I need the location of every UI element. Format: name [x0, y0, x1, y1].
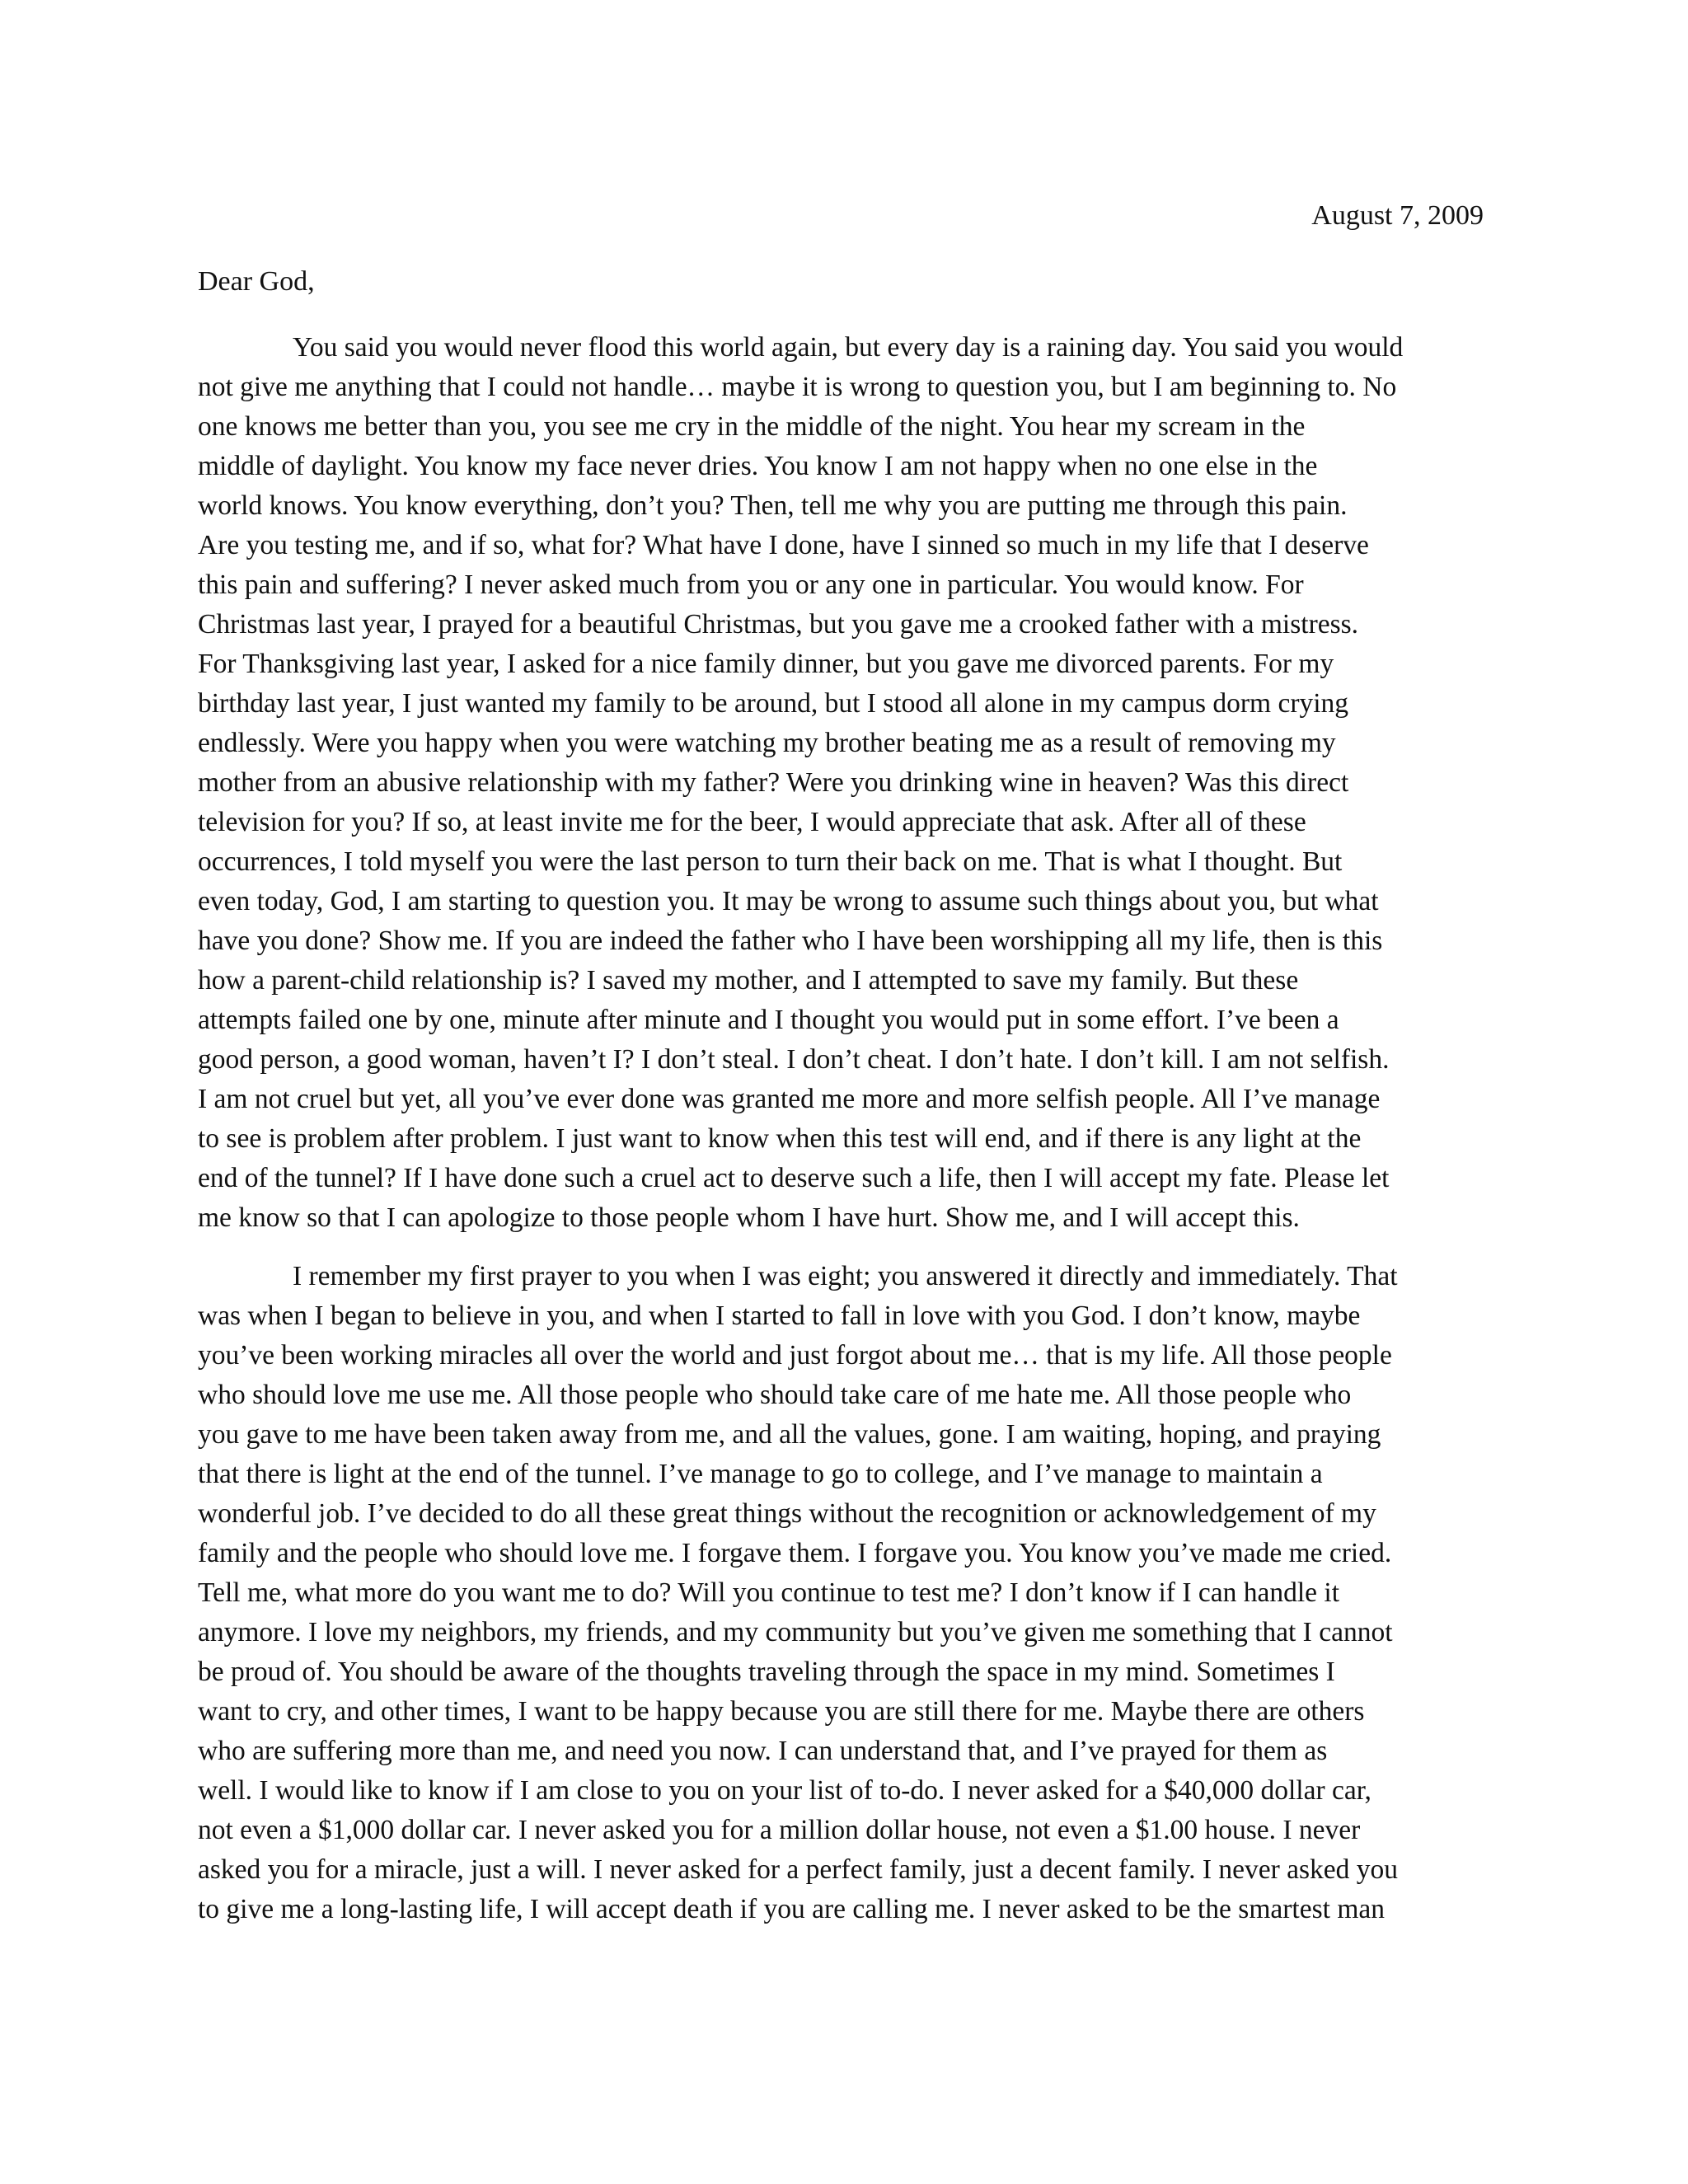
- paragraph-2-line: asked you for a miracle, just a will. I never asked for a perfect family, just a decent family. I never asked you: [198, 1854, 1399, 1885]
- paragraph-1-line: Christmas last year, I prayed for a beautiful Christmas, but you gave me a crooked father with a mistress.: [198, 609, 1359, 640]
- paragraph-1-line: occurrences, I told myself you were the last person to turn their back on me. That is what I thought. But: [198, 846, 1343, 877]
- paragraph-1-line: endlessly. Were you happy when you were watching my brother beating me as a result of removing my: [198, 728, 1336, 758]
- paragraph-2-line: who should love me use me. All those people who should take care of me hate me. All those people who: [198, 1380, 1352, 1410]
- paragraph-2-line: family and the people who should love me. I forgave them. I forgave you. You know you’ve made me cried.: [198, 1538, 1392, 1568]
- paragraph-2-line: was when I began to believe in you, and when I started to fall in love with you God. I don’t know, maybe: [198, 1301, 1361, 1331]
- paragraph-2-line: be proud of. You should be aware of the thoughts traveling through the space in my mind. Sometimes I: [198, 1657, 1335, 1687]
- letter-date: August 7, 2009: [1311, 200, 1484, 231]
- paragraph-1-line: birthday last year, I just wanted my family to be around, but I stood all alone in my campus dorm crying: [198, 688, 1349, 719]
- letter-salutation: Dear God,: [198, 266, 315, 297]
- paragraph-2-line: you gave to me have been taken away from me, and all the values, gone. I am waiting, hoping, and praying: [198, 1419, 1381, 1450]
- paragraph-2-line: who are suffering more than me, and need you now. I can understand that, and I’ve prayed for them as: [198, 1736, 1328, 1766]
- paragraph-1-line: For Thanksgiving last year, I asked for a nice family dinner, but you gave me divorced parents. For my: [198, 649, 1334, 679]
- paragraph-1-line: not give me anything that I could not handle… maybe it is wrong to question you, but I am beginning to. No: [198, 372, 1397, 402]
- paragraph-2-line: Tell me, what more do you want me to do? Will you continue to test me? I don’t know if I can handle it: [198, 1577, 1339, 1608]
- paragraph-1-line: mother from an abusive relationship with my father? Were you drinking wine in heaven? Was this direct: [198, 767, 1349, 798]
- paragraph-2-line: anymore. I love my neighbors, my friends, and my community but you’ve given me something that I cannot: [198, 1617, 1393, 1647]
- paragraph-1-line: even today, God, I am starting to question you. It may be wrong to assume such things about you, but what: [198, 886, 1379, 916]
- paragraph-1-line: end of the tunnel? If I have done such a cruel act to deserve such a life, then I will accept my fate. Please let: [198, 1163, 1390, 1193]
- paragraph-2-line: wonderful job. I’ve decided to do all these great things without the recognition or acknowledgement of my: [198, 1498, 1376, 1529]
- paragraph-1-line: have you done? Show me. If you are indeed the father who I have been worshipping all my life, then is this: [198, 926, 1383, 956]
- paragraph-1-line: how a parent-child relationship is? I saved my mother, and I attempted to save my family. But these: [198, 965, 1299, 996]
- paragraph-1-line: television for you? If so, at least invite me for the beer, I would appreciate that ask. After all of these: [198, 807, 1306, 837]
- paragraph-2-line: to give me a long-lasting life, I will accept death if you are calling me. I never asked to be the smartest man: [198, 1894, 1385, 1924]
- paragraph-1-line: middle of daylight. You know my face never dries. You know I am not happy when no one else in the: [198, 451, 1318, 481]
- paragraph-1-line: world knows. You know everything, don’t you? Then, tell me why you are putting me through this pain.: [198, 490, 1348, 521]
- paragraph-2-line: I remember my first prayer to you when I was eight; you answered it directly and immediately. That: [293, 1261, 1398, 1291]
- paragraph-1-line: Are you testing me, and if so, what for? What have I done, have I sinned so much in my life that I deserve: [198, 530, 1369, 560]
- paragraph-1-line: one knows me better than you, you see me cry in the middle of the night. You hear my scream in the: [198, 411, 1306, 442]
- paragraph-1-line: good person, a good woman, haven’t I? I don’t steal. I don’t cheat. I don’t hate. I don’t kill. I am not selfish.: [198, 1044, 1390, 1075]
- paragraph-1-line: You said you would never flood this world again, but every day is a raining day. You said you would: [293, 332, 1404, 363]
- paragraph-1-line: me know so that I can apologize to those people whom I have hurt. Show me, and I will accept this.: [198, 1202, 1300, 1233]
- paragraph-1-line: this pain and suffering? I never asked much from you or any one in particular. You would know. For: [198, 569, 1304, 600]
- paragraph-2-line: you’ve been working miracles all over the world and just forgot about me… that is my life. All those people: [198, 1340, 1392, 1371]
- paragraph-1-line: to see is problem after problem. I just want to know when this test will end, and if there is any light at the: [198, 1123, 1362, 1154]
- paragraph-2-line: well. I would like to know if I am close to you on your list of to-do. I never asked for a $40,000 dollar car,: [198, 1775, 1372, 1806]
- paragraph-2-line: that there is light at the end of the tunnel. I’ve manage to go to college, and I’ve manage to maintain a: [198, 1459, 1323, 1489]
- paragraph-1-line: I am not cruel but yet, all you’ve ever done was granted me more and more selfish people. All I’ve manage: [198, 1084, 1381, 1114]
- paragraph-2-line: want to cry, and other times, I want to be happy because you are still there for me. Maybe there are others: [198, 1696, 1365, 1727]
- paragraph-2-line: not even a $1,000 dollar car. I never asked you for a million dollar house, not even a $1.00 house. I never: [198, 1815, 1361, 1845]
- paragraph-1-line: attempts failed one by one, minute after minute and I thought you would put in some effort. I’ve been a: [198, 1005, 1339, 1035]
